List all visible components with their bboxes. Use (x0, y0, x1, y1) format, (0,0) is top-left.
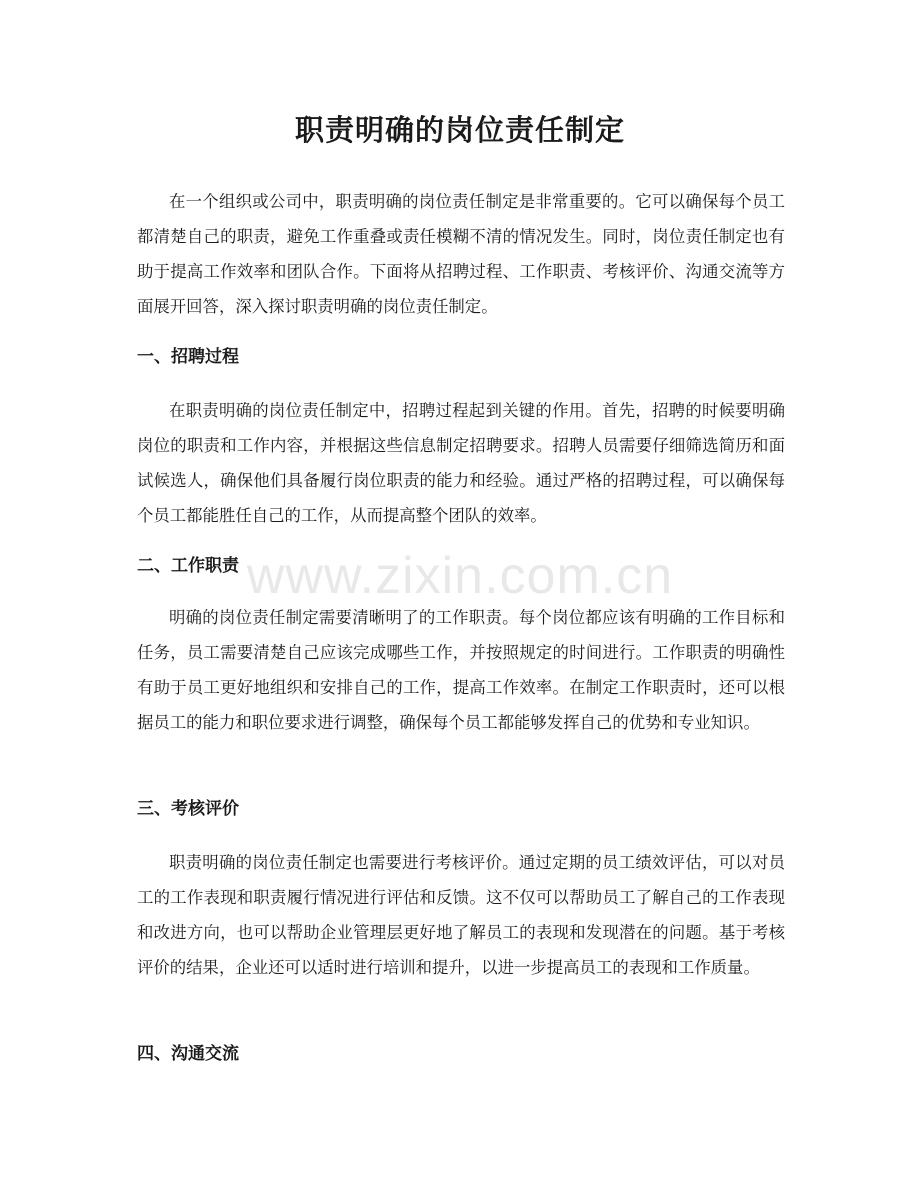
page-title: 职责明确的岗位责任制定 (294, 113, 625, 147)
section-body-duties: 明确的岗位责任制定需要清晰明了的工作职责。每个岗位都应该有明确的工作目标和任务，员工需要清楚自己应该完成哪些工作，并按照规定的时间进行。工作职责的明确性有助于员工更好地组织和安排自己的工作，提高工作效率。在制定工作职责时，还可以根据员工的能力和职位要求进行调整，确保每个员工都能够发挥自己的优势和专业知识。 (137, 608, 785, 732)
watermark-text: www.zixin.com.cn (246, 547, 674, 605)
section-heading-duties: 二、工作职责 (137, 556, 239, 576)
section-heading-assessment: 三、考核评价 (137, 799, 239, 819)
section-heading-communication: 四、沟通交流 (137, 1044, 239, 1064)
section-body-recruitment: 在职责明确的岗位责任制定中，招聘过程起到关键的作用。首先，招聘的时候要明确岗位的职责和工作内容，并根据这些信息制定招聘要求。招聘人员需要仔细筛选简历和面试候选人，确保他们具备履行岗位职责的能力和经验。通过严格的招聘过程，可以确保每个员工都能胜任自己的工作，从而提高整个团队的效率。 (137, 401, 785, 525)
intro-paragraph: 在一个组织或公司中，职责明确的岗位责任制定是非常重要的。它可以确保每个员工都清楚自己的职责，避免工作重叠或责任模糊不清的情况发生。同时，岗位责任制定也有助于提高工作效率和团队合作。下面将从招聘过程、工作职责、考核评价、沟通交流等方面展开回答，深入探讨职责明确的岗位责任制定。 (137, 192, 785, 316)
section-body-assessment: 职责明确的岗位责任制定也需要进行考核评价。通过定期的员工绩效评估，可以对员工的工作表现和职责履行情况进行评估和反馈。这不仅可以帮助员工了解自己的工作表现和改进方向，也可以帮助企业管理层更好地了解员工的表现和发现潜在的问题。基于考核评价的结果，企业还可以适时进行培训和提升，以进一步提高员工的表现和工作质量。 (137, 853, 785, 977)
section-heading-recruitment: 一、招聘过程 (137, 347, 239, 367)
